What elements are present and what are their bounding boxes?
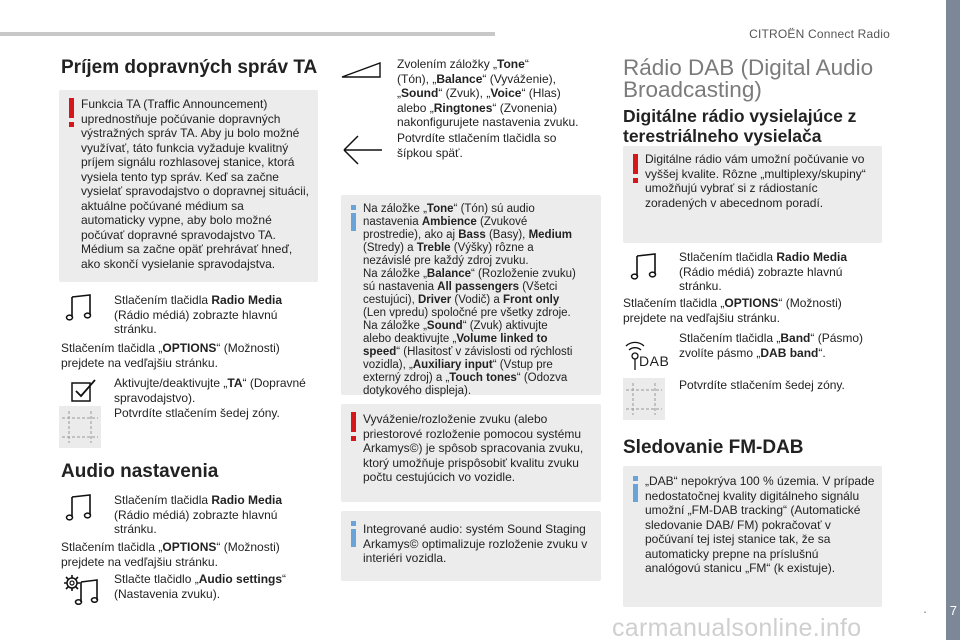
dab-band-icon <box>625 336 671 372</box>
tone-info-box: Na záložke „Tone“ (Tón) sú audio nastavenia Ambience (Zvukové prostredie), ako aj Bass (Basy), Medium (Stredy) a Treble (Výšky) rôzne a nezávislé pre každý zdroj zvuku. Na záložke „Balance“ (Rozloženie zvuku) sú nastavenia All passengers (Všetci cestujúci), Driver (Vodič) a Front only (Len vpredu) spoločné pre všetky zdroje. Na záložke „Sound“ (Zvuk) aktivujte alebo deaktivujte „Volume linked to speed“ (Hlasitosť v závislosti od rýchlosti vozidla), „Auxiliary input“ (Vstup pre externý zdroj) a „Touch tones“ (Odozva dotykového displeja). <box>341 195 601 395</box>
back-arrow-icon <box>340 132 386 168</box>
ta-step-toggle: Aktivujte/deaktivujte „TA“ (Dopravné spravodajstvo). <box>114 376 306 405</box>
balance-warning-box <box>341 404 601 502</box>
arkamys-info-box <box>341 511 601 581</box>
warning-icon <box>69 98 74 118</box>
dab-warning-text: Digitálne rádio vám umožní počúvanie vo vyššej kvalite. Rôzne „multiplexy/skupiny“ umožňujú vybrať si z rádiostaníc zoradených v abecednom poradí. <box>645 152 866 210</box>
music-note-icon <box>63 493 97 523</box>
page-number: 7 <box>949 603 957 618</box>
ta-step-radio-media: Stlačením tlačidla Radio Media (Rádio médiá) zobrazte hlavnú stránku. <box>114 293 283 336</box>
ta-warning-box <box>59 90 318 282</box>
brand-label: CITROËN Connect Radio <box>749 27 890 41</box>
dab-step-options: Stlačením tlačidla „OPTIONS“ (Možnosti) prejdete na vedľajšiu stránku. <box>623 296 842 325</box>
audio-step-settings: Stlačte tlačidlo „Audio settings“ (Nastavenia zvuku). <box>114 572 287 601</box>
dab-step-band: Stlačením tlačidla „Band“ (Pásmo) zvolíte pásmo „DAB band“. <box>679 331 864 360</box>
warning-icon <box>633 154 638 174</box>
gear-music-icon <box>61 572 101 606</box>
audio-step-radio-media: Stlačením tlačidla Radio Media (Rádio médiá) zobrazte hlavnú stránku. <box>114 493 283 536</box>
watermark: carmanualsonline.info <box>612 614 862 642</box>
grey-zone-icon <box>623 378 665 420</box>
dab-step-radio-media: Stlačením tlačidla Radio Media (Rádio médiá) zobrazte hlavnú stránku. <box>679 250 848 293</box>
music-note-icon <box>63 293 97 323</box>
ta-step-confirm: Potvrdíte stlačením šedej zóny. <box>114 406 280 420</box>
dab-section-title: Rádio DAB (Digital Audio Broadcasting) <box>623 55 874 102</box>
grey-zone-icon <box>59 406 101 448</box>
audio-step-options: Stlačením tlačidla „OPTIONS“ (Možnosti) prejdete na vedľajšiu stránku. <box>61 540 280 569</box>
dab-warning-box <box>623 146 882 243</box>
music-note-icon <box>628 252 662 282</box>
checkbox-check-icon <box>69 377 99 405</box>
info-icon <box>633 484 638 502</box>
fm-dab-info-box <box>623 466 882 607</box>
fm-dab-title: Sledovanie FM-DAB <box>623 437 804 458</box>
header-rule <box>0 32 495 36</box>
tone-slider-icon <box>340 60 384 80</box>
page-dot: . <box>923 600 927 616</box>
fm-dab-info-text: „DAB“ nepokrýva 100 % územia. V prípade nedostatočnej kvality digitálneho signálu umožní „FM-DAB tracking“ (Automatické sledovanie DAB/ FM) pokračovať v počúvaní tej istej stanice tak, že sa automaticky prepne na príslušnú analógovú stanicu „FM“ (k existuje). <box>645 474 875 575</box>
dab-icon-label: DAB <box>639 353 670 369</box>
back-confirm-text: Potvrdíte stlačením tlačidla so šípkou späť. <box>397 131 557 160</box>
info-icon <box>351 529 356 547</box>
audio-tabs-text: Zvolením záložky „Tone“ (Tón), „Balance“ (Vyváženie), „Sound“ (Zvuk), „Voice“ (Hlas) alebo „Ringtones“ (Zvonenia) nakonfigurujete nastavenia zvuku. <box>397 57 579 129</box>
arkamys-info-text: Integrované audio: systém Sound Staging Arkamys© optimalizuje rozloženie zvuku v interiéri vozidla. <box>363 522 588 565</box>
warning-icon <box>351 412 356 432</box>
audio-section-title: Audio nastavenia <box>61 461 219 482</box>
dab-subtitle: Digitálne rádio vysielajúce z terestriálneho vysielača <box>623 106 857 146</box>
ta-warning-text: Funkcia TA (Traffic Announcement) uprednostňuje počúvanie dopravných výstražných správ TA. Aby ju bolo možné využívať, táto funkcia vyžaduje kvalitný príjem signálu rozhlasovej stanice, ktorá vysiela tento typ správ. Keď sa začne vysielať spravodajstvo o dopravnej situácii, aktuálne počúvané médium sa automaticky vypne, aby bolo možné počúvať dopravné spravodajstvo TA. Médium sa začne opäť prehrávať hneď, ako skončí vysielanie spravodajstva. <box>81 97 309 271</box>
ta-section-title: Príjem dopravných správ TA <box>61 57 318 78</box>
balance-warning-text: Vyváženie/rozloženie zvuku (alebo priestorové rozloženie pomocou systému Arkamys©) je spôsob spracovania zvuku, ktorý umožňuje prispôsobiť kvalitu zvuku počtu cestujúcich vo vozidle. <box>363 412 584 484</box>
page-side-strip <box>946 0 960 640</box>
dab-step-confirm: Potvrdíte stlačením šedej zóny. <box>679 378 845 392</box>
info-icon <box>351 213 356 231</box>
ta-step-options: Stlačením tlačidla „OPTIONS“ (Možnosti) prejdete na vedľajšiu stránku. <box>61 341 280 370</box>
